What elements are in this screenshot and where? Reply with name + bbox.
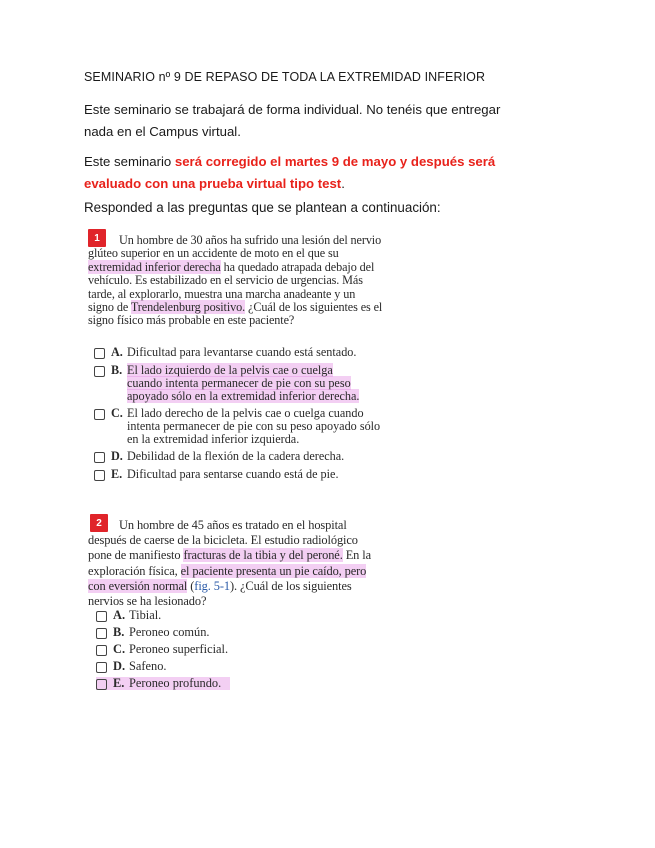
option-letter: C. <box>111 406 123 420</box>
checkbox-icon[interactable] <box>94 366 105 377</box>
stem-text: Un hombre de 30 años ha sufrido una lesión del nervio glúteo superior en un accidente de moto en el que su <box>88 233 382 261</box>
answer-option[interactable] <box>94 468 394 481</box>
answer-option[interactable] <box>94 346 384 359</box>
stem-text: En la exploración física, <box>88 548 372 578</box>
checkbox-icon[interactable] <box>96 662 107 673</box>
page-title: SEMINARIO nº 9 DE REPASO DE TODA LA EXTREMIDAD INFERIOR <box>84 70 486 84</box>
option-text: Peroneo común. <box>129 625 210 639</box>
stem-highlight: fracturas de la tibia y del peroné. <box>183 548 343 563</box>
answer-option[interactable] <box>94 364 364 404</box>
answer-option[interactable] <box>96 660 296 673</box>
answer-prompt: Responded a las preguntas que se plantean a continuación: <box>84 200 441 215</box>
option-letter: A. <box>113 608 126 622</box>
option-text: Tibial. <box>129 608 162 622</box>
checkbox-icon[interactable] <box>96 645 107 656</box>
stem-text: Un hombre de 45 años es tratado en el hospital después de caerse de la bicicleta. El estudio radiológico pone de manifiesto <box>88 518 358 563</box>
question-number-badge: 2 <box>90 514 108 532</box>
question-stem <box>88 234 384 328</box>
stem-highlight: el paciente presenta un pie caído, pero con eversión normal <box>88 563 367 593</box>
checkbox-icon[interactable] <box>96 611 107 622</box>
checkbox-icon[interactable] <box>94 348 105 359</box>
note-highlight: será corregido el martes 9 de mayo y después será evaluado con una prueba virtual tipo test <box>84 154 496 191</box>
checkbox-icon[interactable] <box>96 628 107 639</box>
option-text: Peroneo profundo. <box>129 676 222 690</box>
stem-highlight: Trendelenburg positivo. <box>130 300 246 315</box>
option-letter: E. <box>113 676 125 690</box>
note-suffix: . <box>341 176 345 191</box>
option-letter: C. <box>113 642 126 656</box>
intro-text: Este seminario se trabajará de forma individual. No tenéis que entregar nada en el Campus virtual. <box>84 102 501 139</box>
stem-text: ha quedado atrapada debajo del vehículo. Es estabilizado en el servicio de urgencias. Más tarde, al explorarlo, muestra una marcha anadeante y un signo de <box>88 259 375 315</box>
answer-option[interactable] <box>96 677 230 690</box>
option-text: Debilidad de la flexión de la cadera derecha. <box>127 449 345 463</box>
figure-reference-link[interactable]: fig. 5-1 <box>194 578 230 593</box>
option-letter: D. <box>113 659 126 673</box>
stem-text: ( <box>187 578 195 593</box>
question-stem <box>88 518 382 609</box>
answer-option[interactable] <box>94 450 394 463</box>
option-letter: B. <box>113 625 125 639</box>
answer-option[interactable] <box>94 407 384 447</box>
question-number-badge: 1 <box>88 229 106 247</box>
option-text: El lado izquierdo de la pelvis cae o cuelga cuando intenta permanecer de pie con su peso apoyado sólo en la extremidad inferior derecha. <box>127 363 360 404</box>
option-letter: B. <box>111 363 123 377</box>
option-text: Peroneo superficial. <box>129 642 229 656</box>
option-text: Safeno. <box>129 659 167 673</box>
stem-text: ¿Cuál de los siguientes es el signo físico más probable en este paciente? <box>88 300 383 328</box>
option-text: Dificultad para sentarse cuando está de pie. <box>127 467 339 481</box>
option-letter: A. <box>111 345 123 359</box>
option-letter: E. <box>111 467 123 481</box>
option-letter: D. <box>111 449 123 463</box>
checkbox-icon[interactable] <box>94 452 105 463</box>
stem-highlight: extremidad inferior derecha <box>88 259 221 274</box>
checkbox-icon[interactable] <box>96 679 107 690</box>
correction-note <box>84 151 524 195</box>
option-text: Dificultad para levantarse cuando está sentado. <box>127 345 357 359</box>
checkbox-icon[interactable] <box>94 470 105 481</box>
option-text: El lado derecho de la pelvis cae o cuelga cuando intenta permanecer de pie con su peso apoyado sólo en la extremidad inferior izquierda. <box>127 406 381 447</box>
answer-option[interactable] <box>96 643 296 656</box>
stem-text: ). ¿Cuál de los siguientes nervios se ha lesionado? <box>88 578 352 609</box>
answer-option[interactable] <box>96 609 296 622</box>
answer-option[interactable] <box>96 626 296 639</box>
checkbox-icon[interactable] <box>94 409 105 420</box>
note-prefix: Este seminario <box>84 154 175 169</box>
